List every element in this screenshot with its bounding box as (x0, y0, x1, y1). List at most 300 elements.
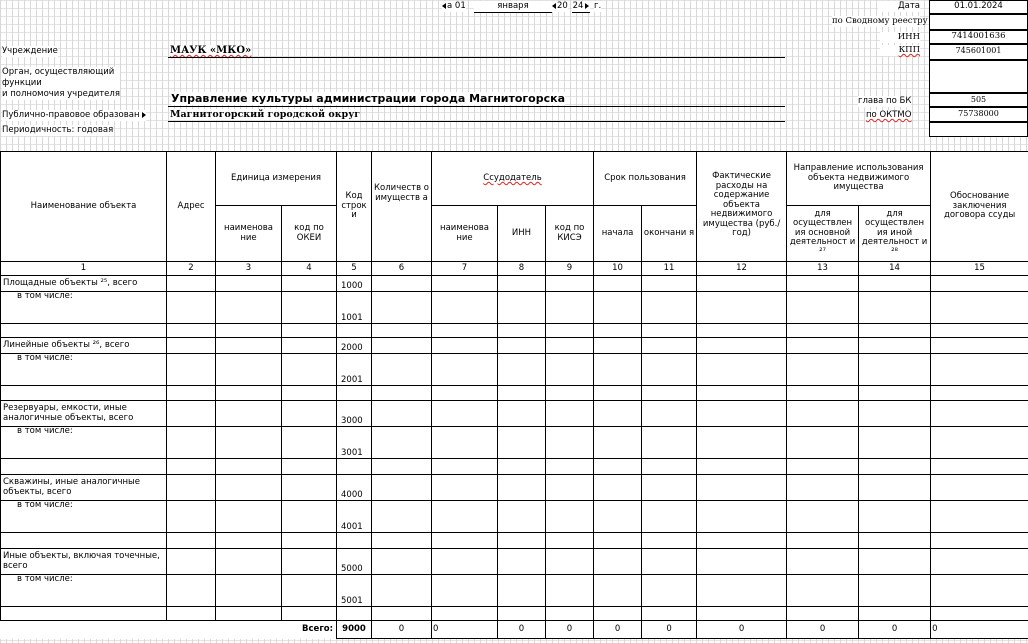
table-cell (594, 533, 642, 549)
table-cell (216, 354, 282, 386)
total-cell: 0 (859, 621, 931, 639)
table-cell (546, 533, 594, 549)
table-cell (931, 276, 1028, 292)
table-cell (498, 459, 546, 475)
table-cell (372, 324, 432, 338)
table-cell (697, 459, 787, 475)
ppo-underline (168, 121, 785, 122)
table-cell (546, 607, 594, 621)
table-cell (859, 401, 931, 427)
table-cell (787, 475, 859, 501)
table-cell (859, 475, 931, 501)
table-cell (931, 459, 1028, 475)
column-number: 3 (216, 262, 282, 276)
table-cell (216, 459, 282, 475)
table-cell (594, 475, 642, 501)
table-cell (167, 292, 216, 324)
date-prefix: а 01 (442, 1, 466, 12)
table-cell (642, 459, 697, 475)
header-lender-kise: код по КИСЭ (546, 206, 594, 262)
table-cell (931, 533, 1028, 549)
table-cell (642, 338, 697, 354)
table-cell (372, 276, 432, 292)
total-cell: 0 (642, 621, 697, 639)
table-cell (1, 324, 167, 338)
table-cell (546, 338, 594, 354)
table-cell (859, 292, 931, 324)
arrow-left-icon (442, 3, 446, 9)
column-number: 4 (282, 262, 337, 276)
header-lender-name: наименова ние (432, 206, 498, 262)
group-sub-row (1, 292, 1028, 324)
table-cell (642, 386, 697, 401)
group-code: 5000 (337, 549, 372, 575)
table-cell (931, 324, 1028, 338)
column-number: 6 (372, 262, 432, 276)
table-cell (931, 475, 1028, 501)
table-cell (216, 575, 282, 607)
table-cell (931, 292, 1028, 324)
table-cell (859, 354, 931, 386)
table-cell (697, 475, 787, 501)
table-cell (282, 338, 337, 354)
total-spacer (1, 621, 167, 639)
group-sub-row (1, 575, 1028, 607)
table-cell (1, 607, 167, 621)
founder-underline (168, 106, 785, 107)
table-cell (167, 401, 216, 427)
table-cell (282, 549, 337, 575)
table-cell (546, 354, 594, 386)
table-cell (697, 501, 787, 533)
header-line-code: Код строк и (337, 152, 372, 262)
group-name: Скважины, иные аналогичные объекты, всего (1, 475, 167, 501)
table-cell (594, 401, 642, 427)
header-term-end: окончани я (642, 206, 697, 262)
table-cell (594, 549, 642, 575)
table-cell (498, 607, 546, 621)
table-cell (787, 354, 859, 386)
table-cell (372, 354, 432, 386)
table-cell (216, 533, 282, 549)
registry-value (929, 14, 1028, 30)
table-cell (282, 607, 337, 621)
kpp-label: КПП (880, 45, 920, 56)
table-cell (498, 575, 546, 607)
total-spacer (216, 621, 282, 639)
table-cell (372, 338, 432, 354)
column-number: 1 (1, 262, 167, 276)
table-cell (498, 292, 546, 324)
group-gap-row (1, 533, 1028, 549)
table-cell (697, 354, 787, 386)
table-cell (498, 386, 546, 401)
table-cell (282, 292, 337, 324)
table-cell (859, 338, 931, 354)
table-cell (594, 386, 642, 401)
table-cell (594, 427, 642, 459)
table-cell (787, 386, 859, 401)
header-basis: Обоснование заключения договора ссуды (931, 152, 1028, 262)
header-quantity: Количеств о имуществ а (372, 152, 432, 262)
table-cell (642, 292, 697, 324)
total-cell: 0 (787, 621, 859, 639)
table-cell (859, 533, 931, 549)
table-cell (859, 324, 931, 338)
table-cell (931, 575, 1028, 607)
table-cell (498, 401, 546, 427)
table-cell (372, 475, 432, 501)
table-cell (594, 292, 642, 324)
table-cell (282, 401, 337, 427)
table-cell (931, 427, 1028, 459)
table-cell (642, 501, 697, 533)
report-header (0, 0, 1028, 150)
total-cell: 0 (546, 621, 594, 639)
header-lender: Ссудодатель (432, 152, 594, 206)
table-cell (859, 549, 931, 575)
column-number: 15 (931, 262, 1028, 276)
group-sub-row (1, 354, 1028, 386)
column-number: 2 (167, 262, 216, 276)
bk-label: глава по БК (858, 96, 912, 106)
table-cell (931, 607, 1028, 621)
table-cell (216, 292, 282, 324)
report-month: января (474, 1, 552, 13)
including-label: в том числе: (1, 292, 167, 324)
table-cell (372, 292, 432, 324)
year-prefix: 20 (552, 1, 568, 12)
group-gap-row (1, 386, 1028, 401)
table-cell (642, 607, 697, 621)
table-cell (432, 475, 498, 501)
oktmo-label: по ОКТМО (866, 110, 912, 120)
table-cell (498, 324, 546, 338)
institution-label: Учреждение (2, 46, 58, 56)
table-cell (697, 276, 787, 292)
table-cell (337, 607, 372, 621)
table-cell (787, 338, 859, 354)
total-cell: 0 (498, 621, 546, 639)
table-cell (216, 549, 282, 575)
founder-value: Управление культуры администрации города Магнитогорска (171, 92, 566, 105)
table-cell (372, 401, 432, 427)
including-label: в том числе: (1, 575, 167, 607)
group-gap-row (1, 324, 1028, 338)
inn-label: ИНН (880, 32, 920, 43)
table-cell (1, 533, 167, 549)
total-cell: 0 (372, 621, 432, 639)
table-cell (337, 324, 372, 338)
table-cell (498, 276, 546, 292)
group-sub-code: 1001 (337, 292, 372, 324)
table-cell (167, 533, 216, 549)
period-label: Периодичность: годовая (2, 125, 114, 135)
table-cell (859, 427, 931, 459)
table-cell (216, 427, 282, 459)
group-code: 4000 (337, 475, 372, 501)
table-cell (787, 549, 859, 575)
table-cell (498, 533, 546, 549)
including-label: в том числе: (1, 501, 167, 533)
table-cell (432, 354, 498, 386)
group-name: Площадные объекты ²⁵, всего (1, 276, 167, 292)
table-cell (859, 607, 931, 621)
table-cell (498, 427, 546, 459)
header-expenses: Фактические расходы на содержание объекта недвижимого имущества (руб./год) (697, 152, 787, 262)
header-direction-main: для осуществлен ия основной деятельност и ²⁷ (787, 206, 859, 262)
code-box-empty (929, 60, 1028, 93)
table-cell (282, 386, 337, 401)
total-code: 9000 (337, 621, 372, 639)
table-cell (432, 575, 498, 607)
table-cell (432, 607, 498, 621)
table-cell (594, 575, 642, 607)
period-code-box (929, 122, 1028, 137)
institution-underline (168, 57, 785, 58)
table-cell (546, 324, 594, 338)
table-cell (432, 401, 498, 427)
table-cell (372, 427, 432, 459)
table-cell (546, 475, 594, 501)
table-cell (642, 533, 697, 549)
table-cell (282, 354, 337, 386)
table-cell (546, 549, 594, 575)
group-sub-code: 3001 (337, 427, 372, 459)
group-sub-row (1, 501, 1028, 533)
header-term: Срок пользования (594, 152, 697, 206)
table-cell (282, 427, 337, 459)
table-cell (372, 533, 432, 549)
table-cell (216, 501, 282, 533)
date-label: Дата (878, 1, 920, 12)
table-cell (432, 427, 498, 459)
table-cell (216, 386, 282, 401)
including-label: в том числе: (1, 427, 167, 459)
total-label: Всего: (302, 624, 333, 634)
table-cell (594, 459, 642, 475)
table-cell (697, 427, 787, 459)
table-cell (216, 276, 282, 292)
table-cell (697, 533, 787, 549)
table-cell (697, 575, 787, 607)
table-cell (432, 533, 498, 549)
column-number: 8 (498, 262, 546, 276)
group-sub-code: 2001 (337, 354, 372, 386)
group-name: Линейные объекты ²⁶, всего (1, 338, 167, 354)
table-cell (432, 292, 498, 324)
table-cell (216, 475, 282, 501)
table-cell (432, 501, 498, 533)
header-term-start: начала (594, 206, 642, 262)
table-cell (167, 549, 216, 575)
including-label: в том числе: (1, 354, 167, 386)
table-cell (787, 427, 859, 459)
table-cell (931, 338, 1028, 354)
table-cell (282, 276, 337, 292)
table-cell (546, 292, 594, 324)
table-cell (372, 459, 432, 475)
column-numbers-row (1, 262, 1028, 276)
group-sub-code: 5001 (337, 575, 372, 607)
group-total-row (1, 276, 1028, 292)
table-cell (167, 575, 216, 607)
table-cell (787, 607, 859, 621)
table-cell (859, 501, 931, 533)
table-cell (432, 386, 498, 401)
table-cell (282, 475, 337, 501)
table-cell (167, 501, 216, 533)
table-cell (859, 575, 931, 607)
group-sub-row (1, 427, 1028, 459)
table-cell (931, 401, 1028, 427)
column-number: 13 (787, 262, 859, 276)
table-cell (167, 338, 216, 354)
table-cell (546, 459, 594, 475)
table-cell (1, 459, 167, 475)
group-code: 3000 (337, 401, 372, 427)
table-cell (282, 533, 337, 549)
column-number: 9 (546, 262, 594, 276)
table-cell (372, 501, 432, 533)
table-cell (167, 427, 216, 459)
table-cell (697, 386, 787, 401)
table-cell (697, 549, 787, 575)
table-cell (498, 501, 546, 533)
table-cell (642, 324, 697, 338)
table-cell (642, 354, 697, 386)
header-address: Адрес (167, 152, 216, 262)
arrow-right-icon (585, 3, 589, 9)
table-cell (642, 575, 697, 607)
table-cell (167, 324, 216, 338)
table-cell (216, 607, 282, 621)
column-number: 12 (697, 262, 787, 276)
arrow-right-icon (142, 112, 146, 118)
year-suffix: 24 (572, 1, 590, 13)
table-cell (594, 501, 642, 533)
total-cell: 0 (697, 621, 787, 639)
header-direction-other: для осуществлен ия иной деятельност и ²⁸ (859, 206, 931, 262)
total-cell: 0 (594, 621, 642, 639)
header-object-name: Наименование объекта (1, 152, 167, 262)
founder-label: Орган, осуществляющий функции и полномочия учредителя (2, 67, 120, 99)
total-row (1, 621, 1028, 639)
group-code: 2000 (337, 338, 372, 354)
table-cell (1, 386, 167, 401)
kpp-value: 745601001 (929, 44, 1028, 60)
table-cell (642, 475, 697, 501)
table-cell (787, 501, 859, 533)
table-cell (787, 292, 859, 324)
table-cell (594, 338, 642, 354)
table-cell (787, 459, 859, 475)
group-gap-row (1, 607, 1028, 621)
group-sub-code: 4001 (337, 501, 372, 533)
table-cell (216, 324, 282, 338)
table-cell (337, 459, 372, 475)
table-cell (642, 401, 697, 427)
table-cell (546, 427, 594, 459)
table-cell (498, 354, 546, 386)
table-cell (859, 459, 931, 475)
table-cell (642, 549, 697, 575)
group-code: 1000 (337, 276, 372, 292)
table-cell (498, 549, 546, 575)
column-number: 5 (337, 262, 372, 276)
header-unit-name: наименова ние (216, 206, 282, 262)
table-cell (697, 338, 787, 354)
table-cell (594, 607, 642, 621)
table-cell (697, 607, 787, 621)
table-cell (697, 292, 787, 324)
group-gap-row (1, 459, 1028, 475)
table-cell (282, 459, 337, 475)
table-cell (546, 386, 594, 401)
group-total-row (1, 549, 1028, 575)
table-cell (859, 386, 931, 401)
column-number: 14 (859, 262, 931, 276)
group-name: Иные объекты, включая точечные, всего (1, 549, 167, 575)
year-unit: г. (594, 1, 602, 11)
table-cell (546, 575, 594, 607)
table-cell (594, 324, 642, 338)
total-cell: 0 (432, 621, 498, 639)
date-value: 01.01.2024 (929, 0, 1028, 14)
table-cell (787, 276, 859, 292)
table-cell (498, 338, 546, 354)
table-cell (372, 607, 432, 621)
table-cell (859, 276, 931, 292)
bk-value: 505 (929, 93, 1028, 107)
column-number: 11 (642, 262, 697, 276)
arrow-left-icon (552, 3, 556, 9)
table-cell (787, 575, 859, 607)
table-cell (216, 338, 282, 354)
registry-label: по Сводному реестру (832, 16, 928, 26)
table-cell (697, 324, 787, 338)
group-total-row (1, 401, 1028, 427)
table-cell (167, 475, 216, 501)
table-cell (642, 427, 697, 459)
objects-table (0, 151, 1028, 639)
inn-value: 7414001636 (929, 30, 1028, 44)
table-cell (432, 338, 498, 354)
table-cell (167, 607, 216, 621)
header-lender-inn: ИНН (498, 206, 546, 262)
table-cell (931, 549, 1028, 575)
group-name: Резервуары, емкости, иные аналогичные объекты, всего (1, 401, 167, 427)
header-direction: Направление использования объекта недвижимого имущества (787, 152, 931, 206)
table-cell (282, 501, 337, 533)
ppo-label: Публично-правовое образован (2, 110, 146, 121)
table-cell (546, 401, 594, 427)
table-cell (167, 386, 216, 401)
table-cell (337, 386, 372, 401)
table-cell (432, 324, 498, 338)
table-cell (546, 276, 594, 292)
group-total-row (1, 338, 1028, 354)
table-cell (594, 354, 642, 386)
total-spacer (167, 621, 216, 639)
table-cell (931, 501, 1028, 533)
table-cell (787, 401, 859, 427)
column-number: 7 (432, 262, 498, 276)
institution-value: МАУК «МКО» (170, 45, 252, 56)
table-cell (167, 354, 216, 386)
table-cell (432, 459, 498, 475)
table-cell (594, 276, 642, 292)
